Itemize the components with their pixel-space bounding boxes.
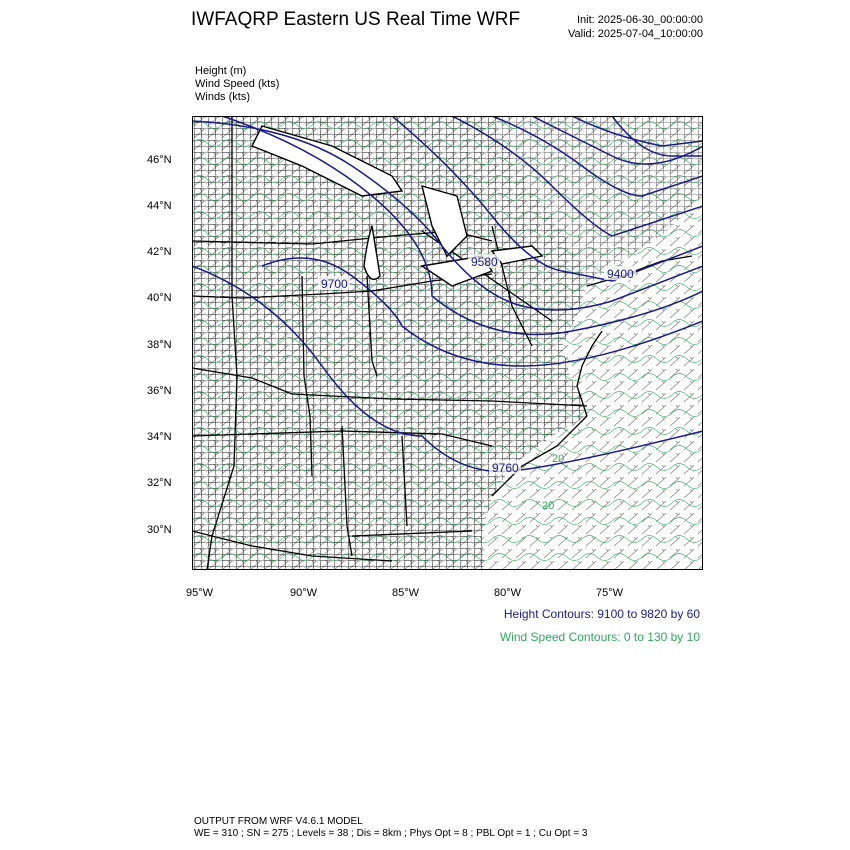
contour-label-wind: 20 <box>542 500 555 512</box>
lat-label: 38°N <box>147 339 172 351</box>
run-times <box>568 13 703 41</box>
lat-label: 40°N <box>147 292 172 304</box>
lon-label: 80°W <box>494 587 522 599</box>
weather-map <box>192 116 703 570</box>
map-title: IWFAQRP Eastern US Real Time WRF <box>191 9 521 30</box>
footer-model: OUTPUT FROM WRF V4.6.1 MODEL <box>194 816 363 827</box>
lon-label: 90°W <box>290 587 318 599</box>
lon-label: 85°W <box>392 587 420 599</box>
lon-label: 95°W <box>186 587 214 599</box>
lat-label: 44°N <box>147 200 172 212</box>
contour-label-height: 9700 <box>321 277 348 291</box>
legend-height: Height (m) <box>195 65 247 77</box>
height-contour-note: Height Contours: 9100 to 9820 by 60 <box>503 607 700 621</box>
legend-winds: Winds (kts) <box>195 91 250 103</box>
model-footer <box>194 816 587 840</box>
lat-label: 34°N <box>147 431 172 443</box>
contour-label-height: 9580 <box>471 255 498 269</box>
lat-label: 46°N <box>147 154 172 166</box>
contour-label-height: 9400 <box>607 267 634 281</box>
lat-label: 32°N <box>147 477 172 489</box>
lat-label: 42°N <box>147 246 172 258</box>
valid-time: Valid: 2025-07-04_10:00:00 <box>568 28 703 40</box>
wind-contour-note: Wind Speed Contours: 0 to 130 by 10 <box>499 630 700 644</box>
footer-config: WE = 310 ; SN = 275 ; Levels = 38 ; Dis = 8km ; Phys Opt = 8 ; PBL Opt = 1 ; Cu Opt = 3 <box>194 828 588 839</box>
lon-label: 75°W <box>596 587 624 599</box>
lat-label: 30°N <box>147 524 172 536</box>
contour-label-wind: 20 <box>552 453 565 465</box>
field-legend <box>195 65 279 104</box>
contour-label-height: 9760 <box>492 461 519 475</box>
lat-label: 36°N <box>147 385 172 397</box>
wind-speed-contours <box>192 116 703 570</box>
legend-wind-speed: Wind Speed (kts) <box>195 78 280 90</box>
init-time: Init: 2025-06-30_00:00:00 <box>577 14 703 26</box>
